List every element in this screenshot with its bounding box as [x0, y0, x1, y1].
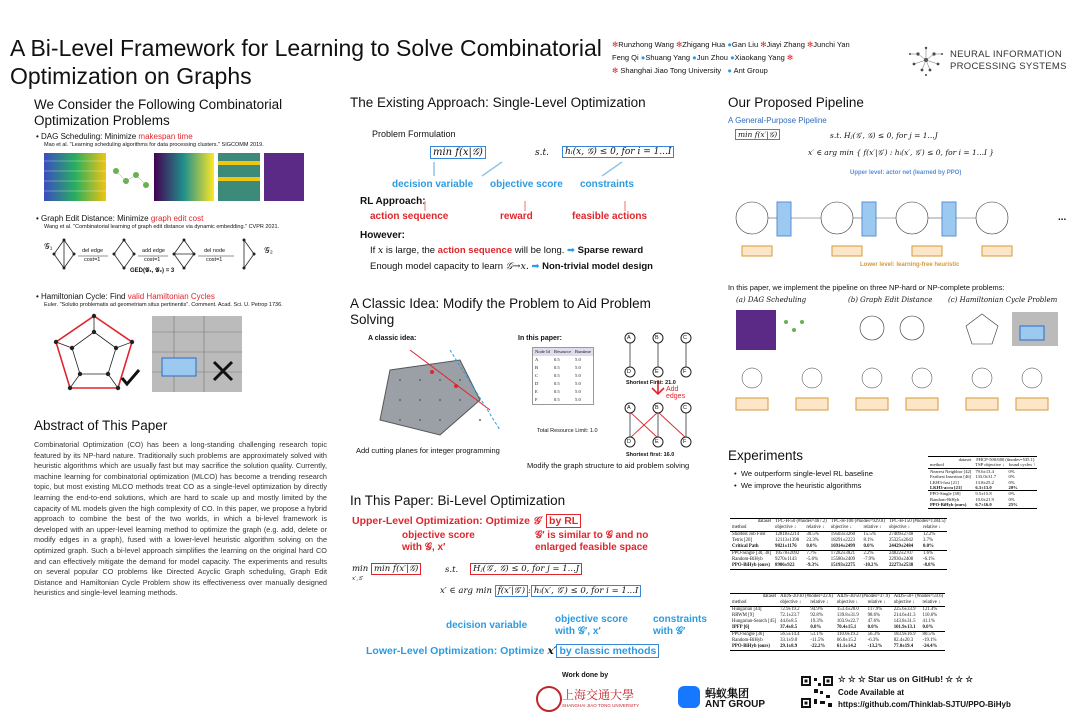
github-url-link[interactable]: https://github.com/Thinklab-SJTU/PPO-BiHyb: [838, 700, 1011, 709]
lower-decision-variable: decision variable: [446, 620, 528, 631]
dag-label: • DAG Scheduling: Minimize makespan time: [36, 132, 193, 141]
sjtu-name-cn: 上海交通大學: [562, 688, 635, 702]
ant-name-cn: 蚂蚁集团: [705, 688, 749, 700]
resource-table: Node Id Resource Runtime A 0.5 5.0 B 0.5 5.0 C 0.5 5.0 D 0.5 5.0 E 0.5 5.0 F 0.5 5.0: [532, 347, 594, 405]
ham-citation: Euler. "Solutio problematis ad geometriam situs pertinentis". Comment. Acad. Sci. U. Petrop 1736.: [44, 302, 283, 308]
similar-constraint: 𝒢′ is similar to 𝒢 and no enlarged feasible space: [535, 530, 649, 553]
subfig-b-label: (b) Graph Edit Distance: [848, 296, 933, 304]
problem-formulation-label: Problem Formulation: [372, 129, 456, 139]
col1-heading: We Consider the Following Combinatorial Optimization Problems: [34, 97, 283, 128]
ham-label: • Hamiltonian Cycle: Find valid Hamiltonian Cycles: [36, 292, 215, 301]
col2-heading-2: A Classic Idea: Modify the Problem to Aid Problem Solving: [350, 296, 651, 327]
problem-instances-figure: [732, 308, 1062, 428]
total-resource: Total Resource Limit: 1.0: [537, 428, 598, 434]
upper-level-caption: Upper level: actor net (learned by PPO): [850, 170, 962, 176]
author-line-1: ✻Runzhong Wang ✻Zhigang Hua ●Gan Liu ✻Jiayi Zhang ✻Junchi Yan: [612, 40, 850, 49]
author-block: [612, 38, 902, 77]
abstract-heading: Abstract of This Paper: [34, 418, 168, 433]
results-table-dag: dataset TPC-H-50 (#nodes=467.2) TPC-H-100 (#nodes=929.8) TPC-H-150 (#nodes=1384.5) method objective ↓ relative ↓ objective ↓ relative ↓ objective ↓ relative ↓ Shortest Job First 12818±2214 30.5% 19503±3260 15.5% 27409±2748 12.2% Tetris [20] 12113±1398 23.3% 18291±2223 8.1% 25325±2642 3.7% Critical Path 9821±1176 0.0% 16914±2499 0.0% 24429±2484 0.0% PPO-Single [30, 38] 10578±2092 7.7% 17282±3821 2.2% 24822±2707 1.6% Random-BiHyb 9270±1143 -5.6% 15580±2409 -7.9% 22930±2408 -6.1% PPO-BiHyb (ours) 8906±922 -9.3% 15193±2275 -10.2% 22273±2538 -8.8%: [732, 519, 946, 568]
reward-label: reward: [500, 211, 533, 222]
dag-figure: [44, 151, 314, 203]
github-star-text: ☆ ☆ ☆ Star us on GitHub! ☆ ☆ ☆: [838, 674, 973, 684]
ant-name-en: ANT GROUP: [705, 699, 765, 710]
ged-citation: Wang et al. "Combinatorial learning of graph edit distance via dynamic embedding." CVPR 2021.: [44, 224, 280, 230]
author-line-2: Feng Qi ●Shuang Yang ●Jun Zhou ●Xiaokang Yang ✻: [612, 53, 794, 62]
experiment-bullet-2: • We improve the heuristic algorithms: [734, 481, 862, 490]
affiliations: ✻ Shanghai Jiao Tong University ● Ant Group: [612, 66, 768, 75]
ged-g1: 𝒢₁: [44, 242, 53, 251]
poster-title: A Bi-Level Framework for Learning to Solve Combinatorial Optimization on Graphs: [10, 35, 602, 89]
col2-heading-3: In This Paper: Bi-Level Optimization: [350, 493, 566, 508]
sjtu-name-en: SHANGHAI JIAO TONG UNIVERSITY: [562, 703, 640, 708]
col3-heading: Our Proposed Pipeline: [728, 95, 864, 110]
formulation-arrows: [372, 160, 692, 180]
feasible-actions-label: feasible actions: [572, 211, 648, 222]
constraints-label: constraints: [580, 179, 634, 190]
ged-g2: 𝒢₂: [264, 246, 273, 255]
single-level-objective: min f(x|𝒢): [430, 147, 486, 158]
ged-label: • Graph Edit Distance: Minimize graph edit cost: [36, 214, 204, 223]
cutting-plane-figure: [370, 350, 510, 440]
ant-icon: ●: [727, 66, 732, 75]
upper-objective-score: objective score with 𝒢, x′: [402, 530, 475, 553]
results-table-ged: dataset AIDS-20/30 (#nodes=22.6) AIDS-30/50 (#nodes=37.9) AIDS-50+ (#nodes=59.6) method objective ↓ relative ↓ objective ↓ relative ↓ objective ↓ relative ↓ Hungarian [44] 72.9±19.2 94.9% 153.4±28.0 117.9% 225.6±33.9 121.4% RRWM [9] 72.1±23.7 92.8% 139.8±31.9 98.6% 214.6±41.3 110.6% Hungarian-Search [45] 44.6±8.5 19.3% 103.9±22.7 47.6% 143.8±31.5 41.1% IPFP [6] 37.4±8.5 0.0% 70.4±15.1 0.0% 101.9±13.1 0.0% PPO-Single [36] 56.5±14.4 51.1% 110.0±19.2 56.3% 183.9±16.9 80.5% Random-BiHyb 33.1±9.0 -11.5% 66.0±15.2 -6.3% 82.4±20.3 -19.1% PPO-BiHyb (ours) 29.1±8.9 -22.2% 61.1±14.2 -13.2% 77.0±19.4 -24.4%: [732, 594, 944, 649]
however-label: However:: [360, 230, 406, 241]
dag-citation: Mao et al. "Learning scheduling algorithms for data processing clusters." SIGCOMM 2019.: [44, 142, 264, 148]
objective-score-label: objective score: [490, 179, 563, 190]
bilevel-lower-problem: x′ ∈ arg min f(x′|𝒢′) : hᵢ(x′, 𝒢′) ≤ 0, for i = 1...I: [440, 586, 641, 596]
neurips-wordmark: NEURAL INFORMATION PROCESSING SYSTEMS: [950, 49, 1067, 72]
subfig-a-label: (a) DAG Scheduling: [736, 296, 807, 304]
arrow-right-icon: ➡: [567, 245, 576, 256]
single-level-constraints: hᵢ(x, 𝒢) ≤ 0, for i = 1...I: [562, 147, 674, 157]
qr-code-icon[interactable]: [800, 675, 834, 709]
experiments-heading: Experiments: [728, 448, 804, 463]
work-done-by: Work done by: [562, 672, 609, 679]
pipeline-eq-1: min f(x′|𝒢): [735, 130, 780, 140]
lower-level-caption: Lower level: learning-free heuristic: [860, 262, 960, 268]
cutting-plane-caption: Add cutting planes for integer programming: [356, 446, 500, 455]
pipeline-ellipsis: ...: [1058, 212, 1067, 223]
lower-constraints: constraints with 𝒢′: [653, 614, 707, 637]
subfig-c-label: (c) Hamiltonian Cycle Problem: [948, 296, 1058, 304]
ged-figure: 𝒢₁ 𝒢₂ del edge cost=1 add edge cost=1 del node cost=1 GED(𝒢₁, 𝒢₂) = 3: [44, 234, 314, 276]
experiment-bullet-1: • We outperform single-level RL baseline: [734, 469, 874, 478]
rl-approach-label: RL Approach:: [360, 196, 426, 207]
pipeline-eq-2: x′ ∈ arg min { f(x′|𝒢′) : hᵢ(x′, 𝒢′) ≤ 0, for i = 1...I }: [808, 148, 995, 157]
dag-modify-figure: A B C D E F A B C D E F Shortest First: 21.0 Add edges Shortest first: 16.0: [618, 330, 698, 460]
sjtu-logo-icon: [536, 686, 562, 712]
ged-result: GED(𝒢₁, 𝒢₂) = 3: [130, 268, 175, 274]
abstract-text: Combinatorial Optimization (CO) has been a long-standing challenging research topic featured by its NP-hard nature. Traditionally such problems are approximately solved with heuristic algorithms which are usually fast but may sacrifice the solution quality. Currently, machine learning for combinatorial optimization (MLCO) has become a trending research topic, but most existing MLCO methods treat CO as a single-level optimization by directly learning the end-to-end solutions, which are hard to scale up and mostly limited by the capacity of ML models given the high complexity of CO. In this paper, we propose a hybrid approach to combine the best of the two worlds, in which a bi-level framework is developed with an upper-level learning method to optimize the graph (e.g. add, delete or modify edges in a graph), fused with a lower-level heuristic algorithm solving on the optimized graph. Such a bi-level approach simplifies the learning on the original hard CO and can effectively mitigate the demand for model capacity. The experiments and results on several popular CO problems like Directed Acyclic Graph scheduling, Graph Edit Distance and Hamiltonian Cycle Problem show its effectiveness over manually designed heuristics and single-level learning methods.: [34, 440, 327, 598]
code-available-label: Code Available at: [838, 688, 905, 697]
pipeline-diagram: [732, 180, 1052, 260]
decision-variable-label: decision variable: [392, 179, 474, 190]
arrow-right-icon: ➡: [531, 261, 540, 272]
however-point-2: Enough model capacity to learn 𝒢→x. ➡ Non-trivial model design: [370, 261, 653, 272]
general-pipeline-label: A General-Purpose Pipeline: [728, 116, 827, 125]
results-table-hcp: dataset FHCP-500/600 (#nodes=535.1) method TSP objective ↓ found cycles ↑ Nearest Neighbor [42] 79.6±13.4 0% Farthest Insertion [46] 133.0±31.7 0% LKH3-fast [21] 13.8±25.2 0% LKH3-accu [21] 6.3±13.0 20% PPO-Single [38] 9.5±15.8 0% Random-BiHyb 10.0±21.9 0% PPO-BiHyb (ours) 6.7±16.0 25%: [930, 457, 1036, 508]
ant-logo-icon: [678, 686, 700, 708]
classic-idea-label: A classic idea:: [368, 335, 417, 342]
neurips-logo-icon: [902, 40, 950, 80]
ham-figure: [44, 312, 314, 397]
lower-objective-score: objective score with 𝒢′, x′: [555, 614, 628, 637]
col2-heading-1: The Existing Approach: Single-Level Optimization: [350, 95, 646, 110]
however-point-1: If x is large, the action sequence will be long. ➡ Sparse reward: [370, 245, 644, 256]
bilevel-objective: min min f(x′|𝒢): [352, 564, 421, 574]
in-this-paper-label: In this paper:: [518, 335, 562, 342]
sjtu-icon: ✻: [612, 66, 619, 75]
bilevel-upper-constraint: Hⱼ(𝒢′, 𝒢) ≤ 0, for j = 1...J: [470, 564, 582, 574]
lower-level-label: Lower-Level Optimization: Optimize x′ by classic methods: [366, 645, 659, 657]
upper-level-label: Upper-Level Optimization: Optimize 𝒢′ by RL: [352, 515, 581, 528]
modify-graph-caption: Modify the graph structure to aid problem solving: [527, 461, 690, 470]
implementation-note: In this paper, we implement the pipeline on three NP-hard or NP-complete problems:: [728, 283, 1005, 292]
action-sequence-label: action sequence: [370, 211, 449, 222]
